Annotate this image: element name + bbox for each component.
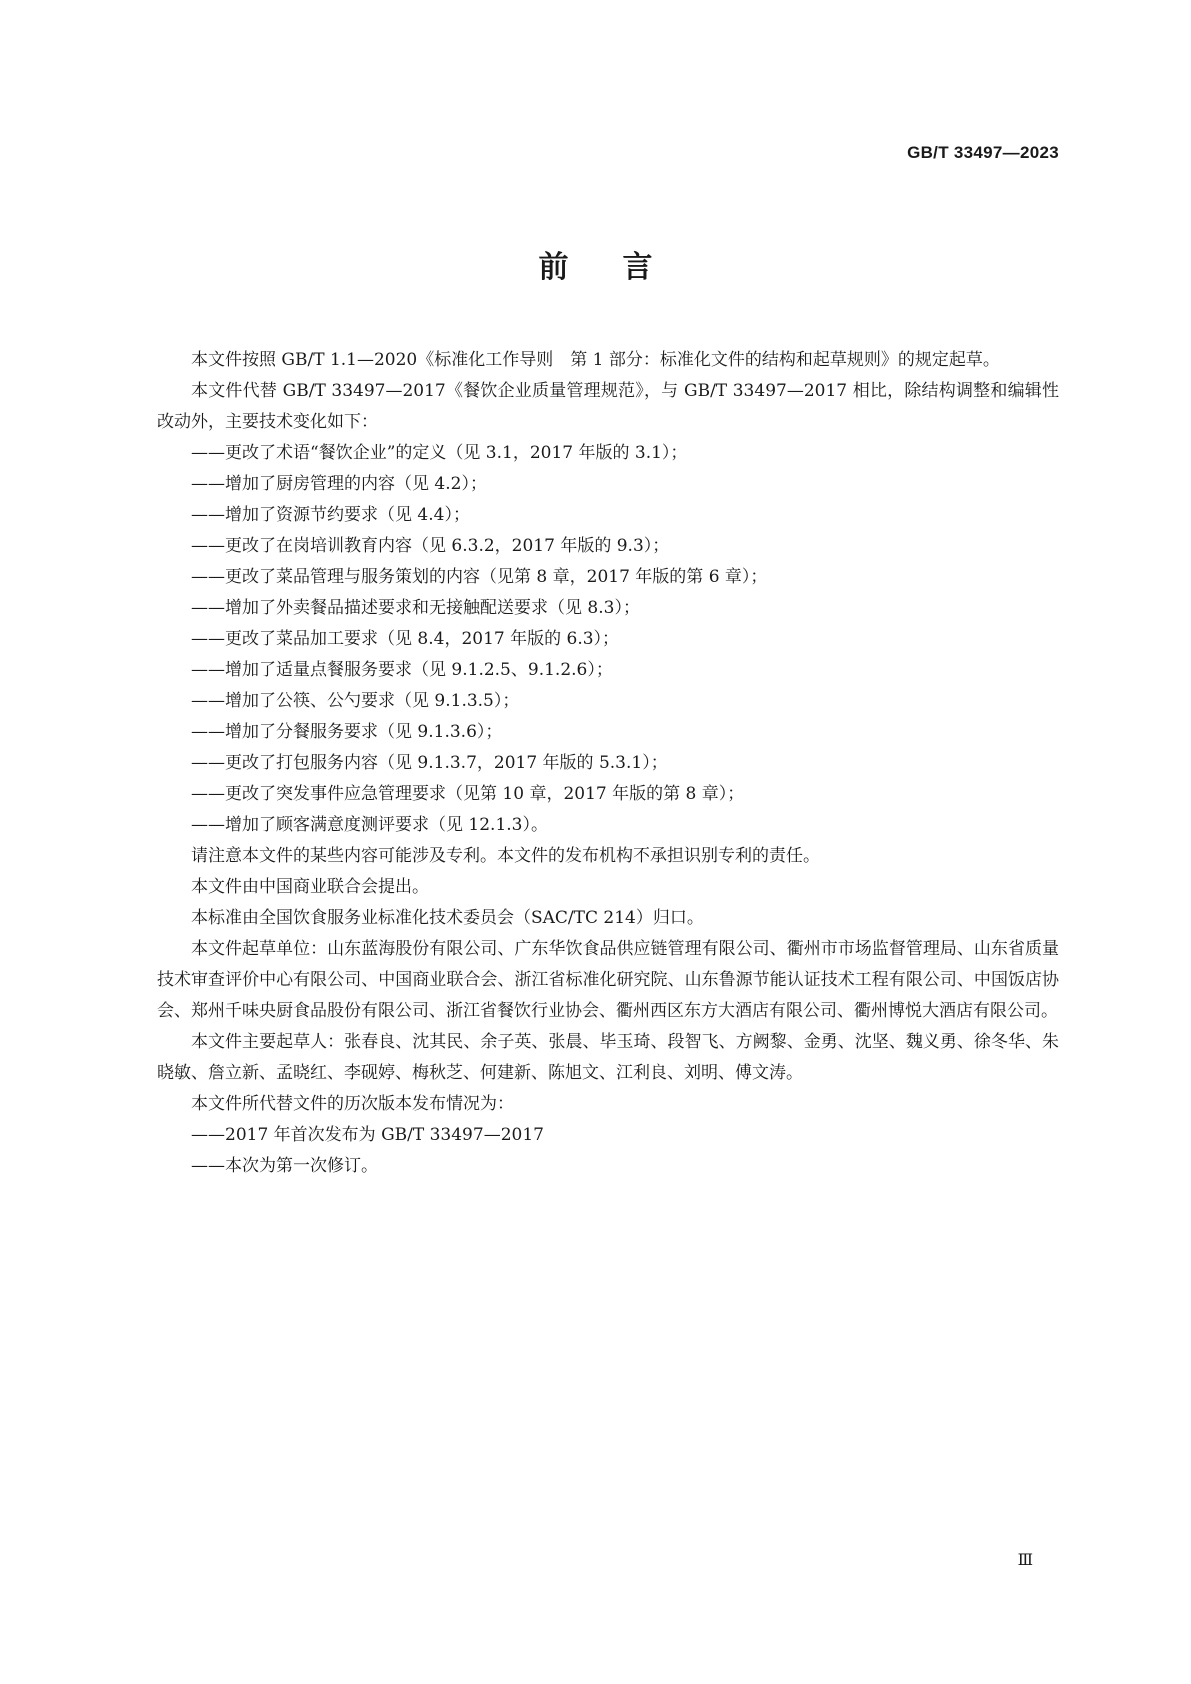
page-title: 前言 bbox=[538, 250, 707, 285]
change-item: ——增加了分餐服务要求（见 9.1.3.6）； bbox=[191, 722, 503, 742]
paragraph-drafting-rules: 本文件按照 GB/T 1.1—2020《标准化工作导则 第 1 部分：标准化文件的结构和起草规则》的规定起草。 bbox=[191, 350, 1000, 370]
change-item: ——增加了适量点餐服务要求（见 9.1.2.5、9.1.2.6）； bbox=[191, 660, 613, 680]
change-item: ——增加了公筷、公勺要求（见 9.1.3.5）； bbox=[191, 691, 520, 711]
standard-code: GB/T 33497—2023 bbox=[907, 143, 1059, 162]
paragraph-replacement: 本文件代替 GB/T 33497—2017《餐饮企业质量管理规范》，与 GB/T 33497—2017 相比，除结构调整和编辑性改动外，主要技术变化如下： bbox=[157, 381, 1059, 432]
foreword-body bbox=[157, 345, 1059, 1182]
change-item: ——增加了资源节约要求（见 4.4）； bbox=[191, 505, 470, 525]
paragraph-drafters: 本文件主要起草人：张春良、沈其民、余子英、张晨、毕玉琦、段智飞、方阙黎、金勇、沈坚、魏义勇、徐冬华、朱晓敏、詹立新、孟晓红、李砚婷、梅秋芝、何建新、陈旭文、江利良、刘明、傅文涛。 bbox=[157, 1032, 1059, 1083]
change-item: ——更改了菜品管理与服务策划的内容（见第 8 章，2017 年版的第 6 章）； bbox=[191, 567, 768, 587]
change-item: ——更改了在岗培训教育内容（见 6.3.2，2017 年版的 9.3）； bbox=[191, 536, 670, 556]
paragraph-history-intro: 本文件所代替文件的历次版本发布情况为： bbox=[191, 1094, 514, 1114]
history-item: ——本次为第一次修订。 bbox=[191, 1156, 378, 1176]
paragraph-proposer: 本文件由中国商业联合会提出。 bbox=[191, 877, 429, 897]
history-item: ——2017 年首次发布为 GB/T 33497—2017 bbox=[191, 1125, 544, 1145]
change-item: ——更改了打包服务内容（见 9.1.3.7，2017 年版的 5.3.1）； bbox=[191, 753, 668, 773]
change-item: ——增加了厨房管理的内容（见 4.2）； bbox=[191, 474, 487, 494]
paragraph-patent-notice: 请注意本文件的某些内容可能涉及专利。本文件的发布机构不承担识别专利的责任。 bbox=[191, 846, 820, 866]
change-item: ——更改了菜品加工要求（见 8.4，2017 年版的 6.3）； bbox=[191, 629, 620, 649]
change-item: ——更改了术语“餐饮企业”的定义（见 3.1，2017 年版的 3.1）； bbox=[191, 443, 688, 463]
history-list bbox=[157, 1120, 1059, 1182]
change-list bbox=[157, 438, 1059, 841]
page-number: Ⅲ bbox=[1017, 1550, 1033, 1569]
change-item: ——增加了顾客满意度测评要求（见 12.1.3）。 bbox=[191, 815, 548, 835]
paragraph-drafting-units: 本文件起草单位：山东蓝海股份有限公司、广东华饮食品供应链管理有限公司、衢州市市场监督管理局、山东省质量技术审查评价中心有限公司、中国商业联合会、浙江省标准化研究院、山东鲁源节能认证技术工程有限公司、中国饭店协会、郑州千味央厨食品股份有限公司、浙江省餐饮行业协会、衢州西区东方大酒店有限公司、衢州博悦大酒店有限公司。 bbox=[157, 939, 1059, 1021]
change-item: ——增加了外卖餐品描述要求和无接触配送要求（见 8.3）； bbox=[191, 598, 640, 618]
change-item: ——更改了突发事件应急管理要求（见第 10 章，2017 年版的第 8 章）； bbox=[191, 784, 745, 804]
paragraph-committee: 本标准由全国饮食服务业标准化技术委员会（SAC/TC 214）归口。 bbox=[191, 908, 704, 928]
